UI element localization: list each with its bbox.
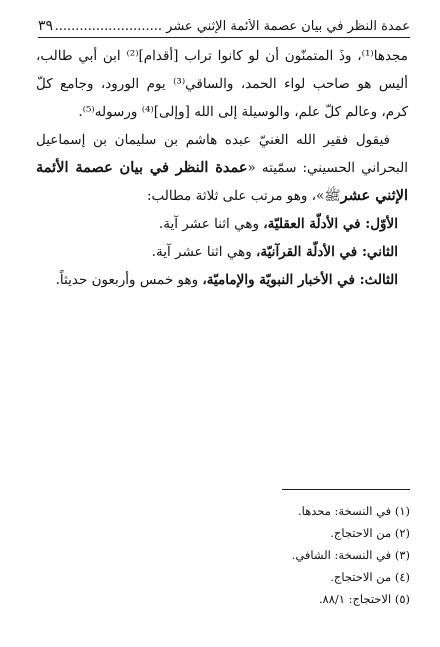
main-text bbox=[36, 42, 408, 294]
paragraph-2-outro: ﷺ»، وهو مرتب على ثلاثة مطالب: bbox=[146, 188, 341, 204]
footnote-1: (١) في النسخة: محدها. bbox=[298, 504, 410, 518]
footnote-5: (٥) الاحتجاج: ٨٨/١. bbox=[318, 592, 410, 606]
list-item-2-label: الثاني: في الأدلّة القرآنيّة، bbox=[256, 244, 398, 260]
footnote-rule bbox=[282, 489, 410, 490]
list-item-1 bbox=[36, 210, 408, 238]
list-item-1-label: الأوّل: في الأدلّة العقليّة، bbox=[263, 216, 398, 232]
footnotes bbox=[60, 500, 410, 610]
header-rule bbox=[38, 37, 410, 38]
list-item-2-text: وهي اثنا عشر آية. bbox=[151, 244, 257, 260]
footnote-2: (٢) من الاحتجاج. bbox=[330, 526, 410, 540]
footnote-4: (٤) من الاحتجاج. bbox=[330, 570, 410, 584]
list-item-3 bbox=[36, 266, 408, 294]
book-title: عمدة النظر في بيان عصمة الأئمة الإثني عشر bbox=[36, 159, 408, 204]
list-item-1-text: وهي اثنا عشر آية. bbox=[158, 216, 264, 232]
list-item-3-text: وهو خمس وأربعون حديثاً. bbox=[55, 272, 203, 288]
paragraph-2 bbox=[36, 126, 408, 210]
list-item-3-label: الثالث: في الأخبار النبويّة والإماميّة، bbox=[202, 272, 398, 288]
page-header bbox=[38, 8, 410, 34]
paragraph-1: مجدها⁽¹⁾، وذَ المتمنّون أن لو كانوا تراب [أقدام]⁽²⁾ ابن أبي طالب، أليس هو صاحب لواء الحمد، والساقي⁽³⁾ يوم الورود، وجامع كلّ كرم، وعالم كلّ علم، والوسيلة إلى الله [وإلى]⁽⁴⁾ ورسوله⁽⁵⁾. bbox=[36, 48, 408, 120]
list-item-2 bbox=[36, 238, 408, 266]
running-title: عمدة النظر في بيان عصمة الأئمة الإثني عشر .......................... bbox=[54, 19, 410, 34]
footnote-3: (٣) في النسخة: الشافي. bbox=[291, 548, 410, 562]
paragraph-2-intro: فيقول فقير الله الغنيّ عبده هاشم بن سليمان بن إسماعيل البحراني الحسيني: سمّيته « bbox=[36, 132, 408, 176]
page-number: ٣٩ bbox=[38, 18, 54, 34]
